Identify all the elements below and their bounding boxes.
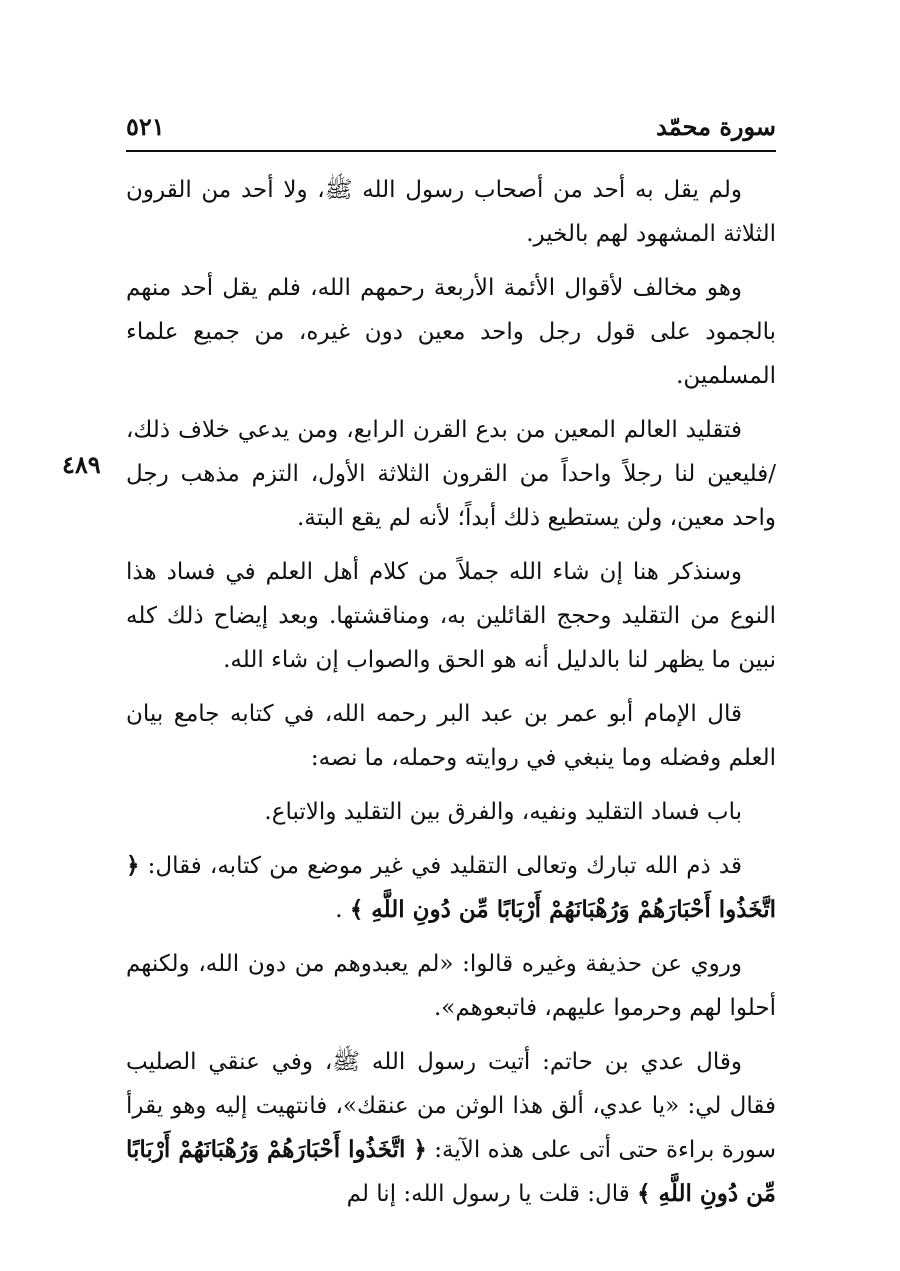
surah-title: سورة محمّد (656, 112, 776, 141)
paragraph-9 (126, 1040, 776, 1216)
paragraph-2 (126, 266, 776, 398)
paragraph-7-text: قد ذم الله تبارك وتعالى التقليد في غير موضع من كتابه، فقال: (147, 853, 742, 879)
body-text (126, 168, 776, 1226)
paragraph-8 (126, 942, 776, 1030)
paragraph-7-end: . (335, 897, 343, 923)
page-header (126, 108, 776, 148)
paragraph-1-text: ولم يقل به أحد من أصحاب رسول الله ﷺ، ولا أحد من القرون الثلاثة المشهود لهم بالخير. (126, 177, 776, 247)
paragraph-2-text: وهو مخالف لأقوال الأئمة الأربعة رحمهم الله، فلم يقل أحد منهم بالجمود على قول رجل واحد معين دون غيره، من جميع علماء المسلمين. (126, 275, 776, 389)
page-number: ٥٢١ (126, 112, 165, 141)
margin-page-reference: ٤٨٩ (62, 450, 101, 479)
header-divider (126, 150, 776, 152)
paragraph-5 (126, 692, 776, 780)
paragraph-7 (126, 844, 776, 932)
paragraph-3 (126, 408, 776, 540)
paragraph-5-text: قال الإمام أبو عمر بن عبد البر رحمه الله، في كتابه جامع بيان العلم وفضله وما ينبغي في روايته وحمله، ما نصه: (126, 701, 776, 771)
quran-verse: ﴿ اتَّخَذُوا أَحْبَارَهُمْ وَرُهْبَانَهُمْ أَرْبَابًا مِّن دُونِ اللَّهِ ﴾ (126, 1136, 776, 1207)
paragraph-8-text: وروي عن حذيفة وغيره قالوا: «لم يعبدوهم من دون الله، ولكنهم أحلوا لهم وحرموا عليهم، فاتبعوهم». (126, 951, 776, 1021)
paragraph-9-end: قال: قلت يا رسول الله: إنا لم (346, 1181, 630, 1207)
paragraph-9-text: وقال عدي بن حاتم: أتيت رسول الله ﷺ، وفي عنقي الصليب فقال لي: «يا عدي، ألق هذا الوثن من عنقك»، فانتهيت إليه وهو يقرأ سورة براءة حتى أتى على هذه الآية: (126, 1049, 777, 1163)
paragraph-6-text: باب فساد التقليد ونفيه، والفرق بين التقليد والاتباع. (264, 799, 742, 825)
paragraph-4 (126, 550, 776, 682)
paragraph-1 (126, 168, 776, 256)
quran-verse: ﴿ اتَّخَذُوا أَحْبَارَهُمْ وَرُهْبَانَهُمْ أَرْبَابًا مِّن دُونِ اللَّهِ ﴾ (126, 852, 776, 923)
paragraph-3-text: فتقليد العالم المعين من بدع القرن الرابع، ومن يدعي خلاف ذلك، /فليعين لنا رجلاً واحداً من القرون الثلاثة الأول، التزم مذهب رجل واحد معين، ولن يستطيع ذلك أبداً؛ لأنه لم يقع البتة. (126, 417, 776, 531)
paragraph-4-text: وسنذكر هنا إن شاء الله جملاً من كلام أهل العلم في فساد هذا النوع من التقليد وحجج القائلين به، ومناقشتها. وبعد إيضاح ذلك كله نبين ما يظهر لنا بالدليل أنه هو الحق والصواب إن شاء الله. (126, 559, 776, 673)
paragraph-6 (126, 790, 776, 834)
